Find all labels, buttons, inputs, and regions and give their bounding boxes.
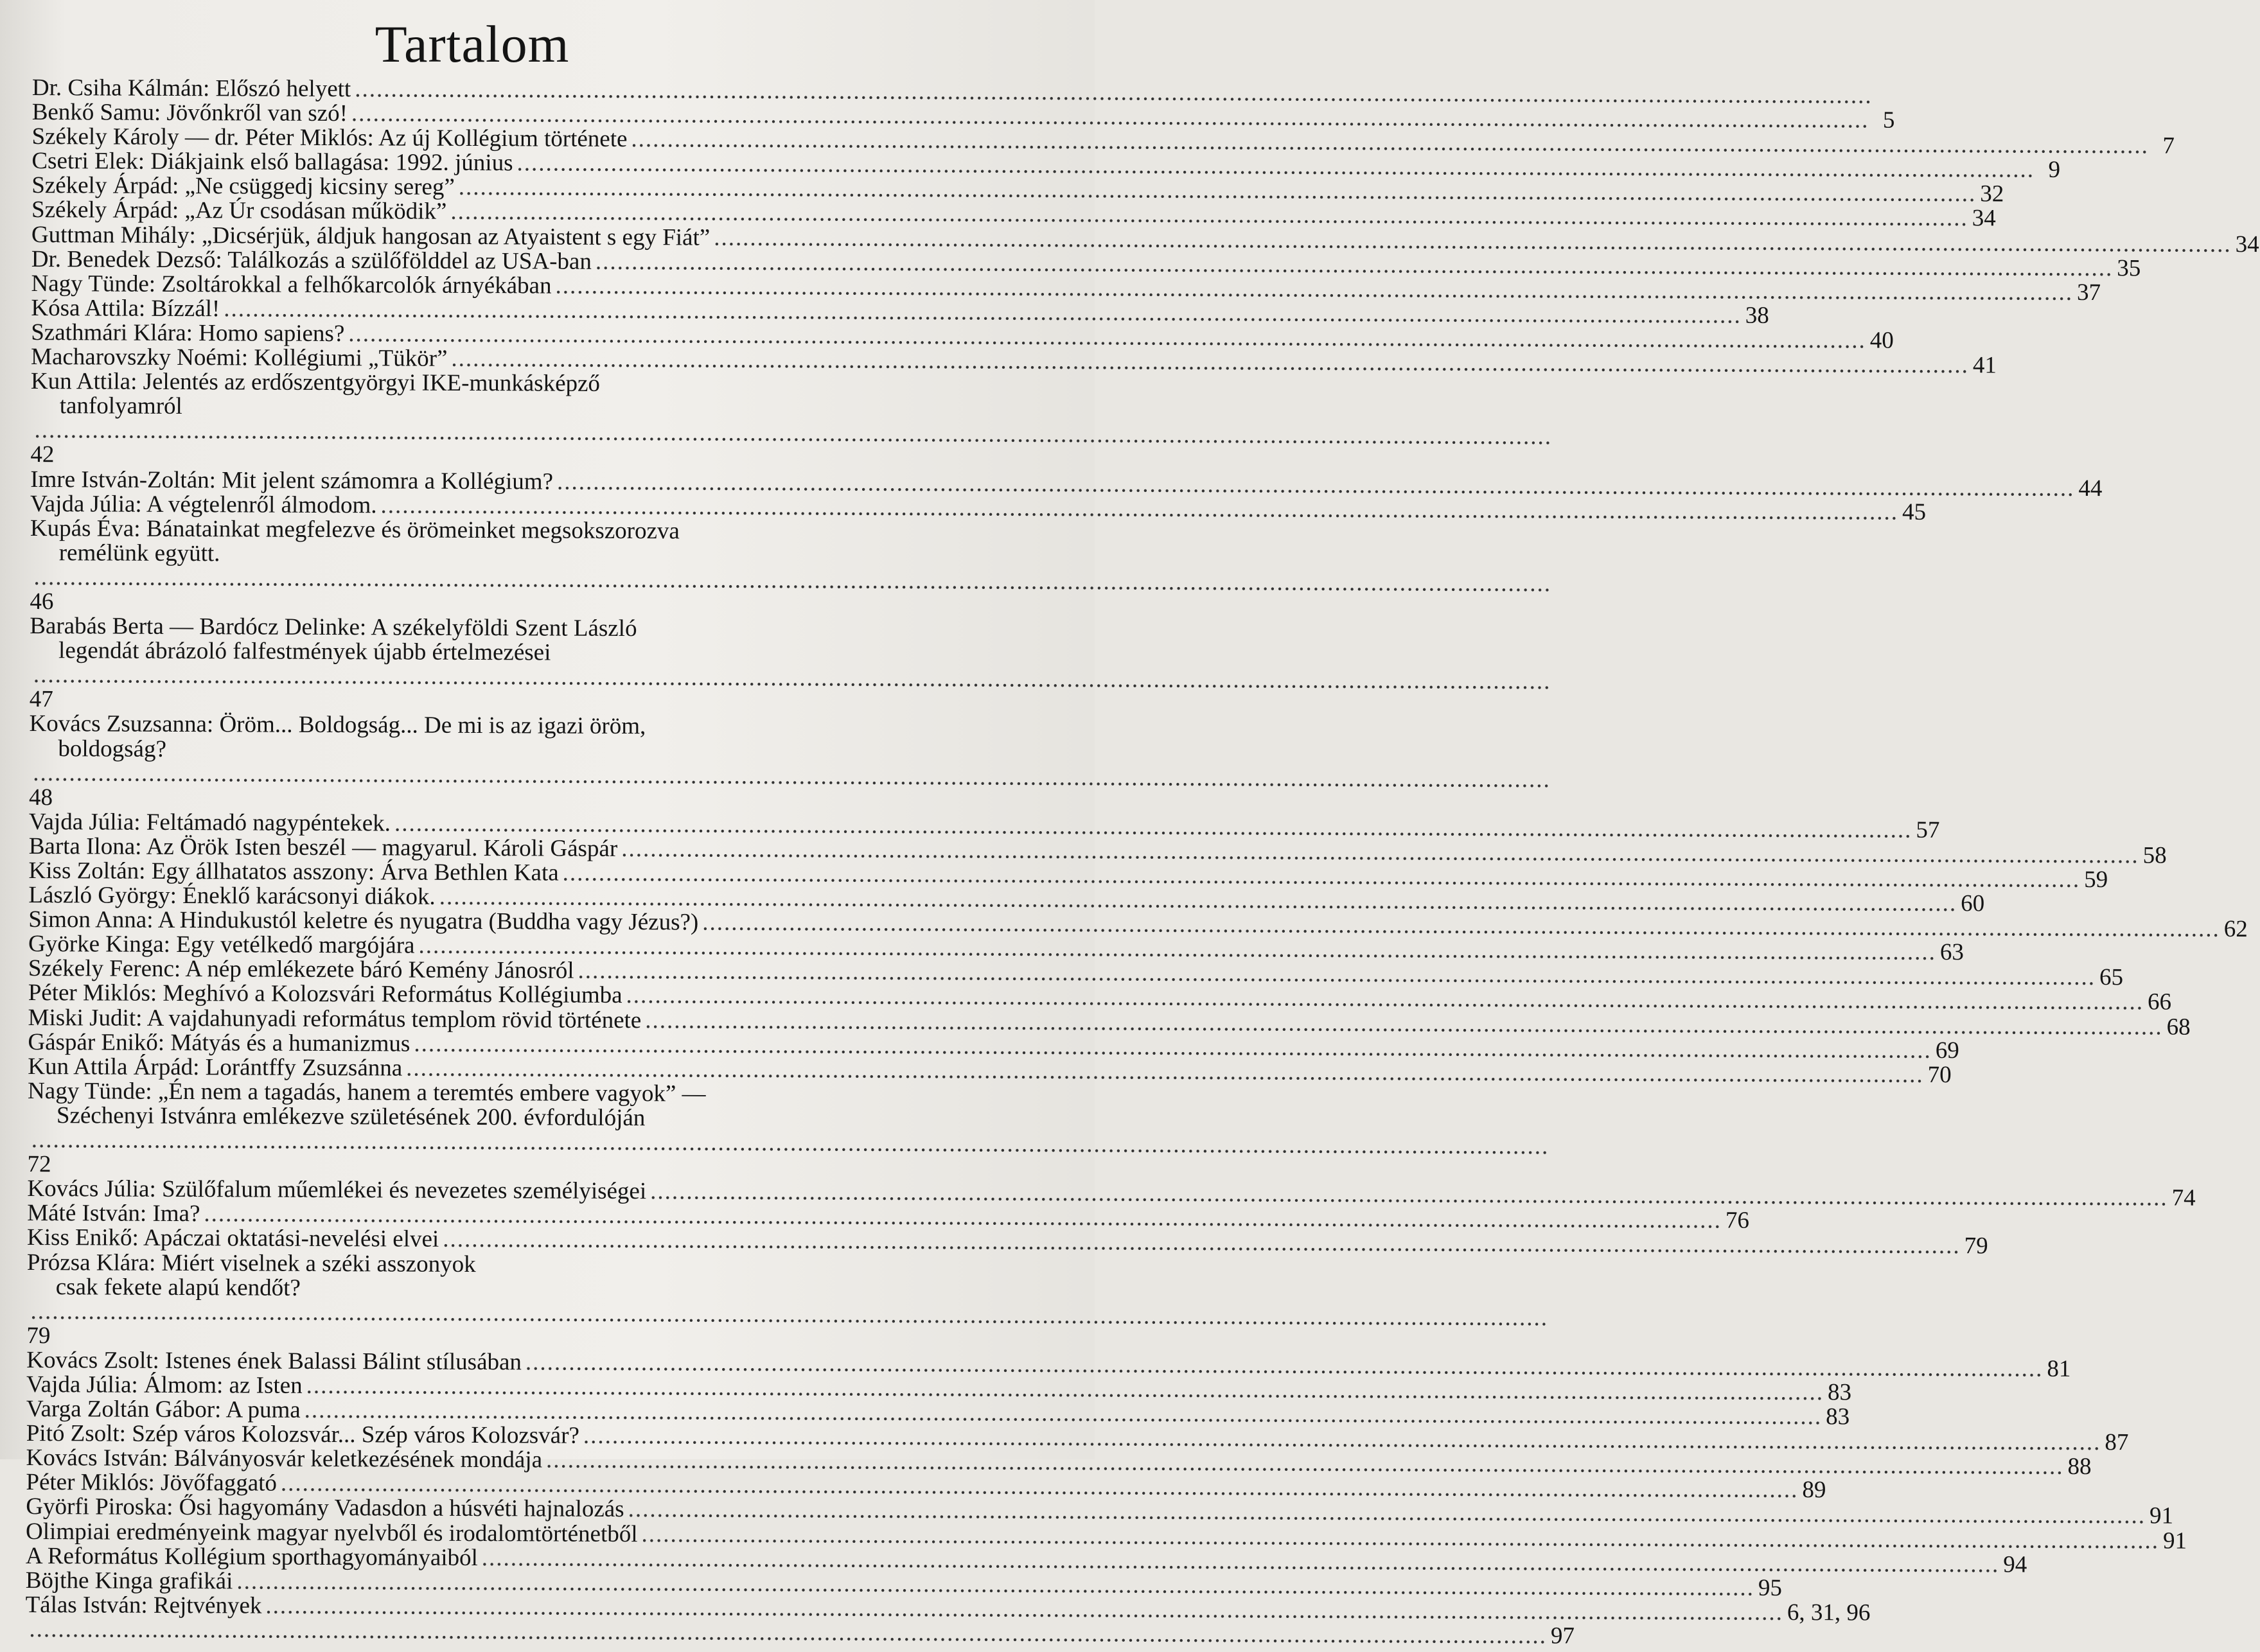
toc-entry-page: 5 [1873,109,1894,133]
toc-entry-page: 76 [1726,1209,1749,1233]
toc-entry-title-continued: remélünk együtt. [30,541,220,566]
toc-entry-page: 97 [1551,1624,1575,1648]
toc-entry-page: 65 [2099,965,2123,990]
toc-entry-title: Vajda Júlia: A végtelenről álmodom. [30,492,377,518]
toc-entry-page: 91 [2150,1504,2173,1529]
toc-entry-title: Varga Zoltán Gábor: A puma [26,1397,301,1423]
toc-entry-page: 91 [2163,1529,2187,1553]
toc-entry-title: Dr. Csiha Kálmán: Előszó helyett [32,76,351,101]
toc-entry-page: 38 [1745,303,1769,328]
dot-leader [33,663,1551,694]
toc-entry-page: 9 [2038,158,2060,182]
toc-entry-page: 89 [1802,1478,1826,1502]
toc-entry-page: 44 [2078,476,2102,500]
toc-entry-title: Böjthe Kinga grafikái [26,1569,233,1594]
toc-entry-title: Máté István: Ima? [27,1201,200,1226]
toc-entry-page: 81 [2047,1357,2070,1382]
toc-entry-title: Simon Anna: A Hindukustól keletre és nyugatra (Buddha vagy Jézus?) [28,908,698,935]
toc-entry-page: 42 [30,443,54,467]
toc-entry-page: 88 [2067,1455,2091,1479]
toc-entry-page: 63 [1940,940,1964,965]
toc-entry-title-continued: legendát ábrázoló falfestmények újabb értelmezései [30,638,551,665]
toc-entry-title: Guttman Mihály: „Dicsérjük, áldjuk hangosan az Atyaistent s egy Fiát” [31,223,710,250]
toc-entry-title: Benkő Samu: Jövőnkről van szó! [32,100,348,126]
toc-entry-page: 79 [1964,1235,1988,1259]
toc-entry-title: Szathmári Klára: Homo sapiens? [31,321,344,346]
dot-leader [35,418,1553,449]
toc-entry-page: 34 [1972,207,1996,231]
toc-entry-title: Kupás Éva: Bánatainkat megfelezve és örömeinket megsokszorozva [30,516,949,545]
toc-entry-title: Györfi Piroska: Ősi hagyomány Vadasdon a húsvéti hajnalozás [26,1495,624,1522]
toc-entry-page: 66 [2148,990,2171,1015]
toc-entry-title: Nagy Tünde: „Én nem a tagadás, hanem a teremtés embere vagyok” — [28,1079,946,1107]
toc-entry [26,1250,946,1352]
toc-entry-title: Kiss Zoltán: Egy állhatatos asszony: Árva Bethlen Kata [29,859,559,886]
toc-entry [29,712,948,814]
dot-leader [31,1128,1549,1159]
toc-entry-page: 7 [2153,134,2175,159]
toc-entry [30,614,949,716]
toc-entry-title: Gáspár Enikő: Mátyás és a humanizmus [28,1030,410,1057]
dot-leader [31,1299,1549,1330]
toc-entry-title: Csetri Elek: Diákjaink első ballagása: 1992. június [31,149,513,175]
toc-entry-title: László György: Éneklő karácsonyi diákok. [28,883,435,909]
toc-entry-title: Macharovszky Noémi: Kollégiumi „Tükör” [31,345,448,371]
toc-entry-title: Prózsa Klára: Miért viselnek a széki asszonyok [27,1250,946,1278]
toc-entry-title: Székely Árpád: „Az Úr csodásan működik” [31,198,446,224]
toc-entry-page: 72 [28,1152,51,1177]
toc-entry-page: 48 [29,786,53,810]
toc-entry-page: 74 [2172,1186,2196,1211]
toc-entry-page: 68 [2167,1015,2191,1039]
toc-entry-page: 41 [1973,353,1997,378]
toc-entry-title: Imre István-Zoltán: Mit jelent számomra a Kollégium? [30,467,553,494]
toc-entry-title: Kun Attila Árpád: Lorántffy Zsuzsánna [28,1055,402,1081]
toc-entry-title-continued: Széchenyi Istvánra emlékezve születésének 200. évfordulóján [28,1103,646,1130]
toc-entry-page: 40 [1870,328,1894,353]
toc-entry-title: Székely Károly — dr. Péter Miklós: Az új Kollégium története [32,125,628,152]
page [0,0,1095,1459]
toc-entry-title-continued: boldogság? [29,737,166,762]
toc-entry-title: Vajda Júlia: Feltámadó nagypéntekek. [29,810,391,836]
toc-entry-page: 6, 31, 96 [1787,1601,1871,1626]
toc-entry-page: 69 [1936,1039,1959,1063]
toc-entry-title: Kósa Attila: Bízzál! [31,296,220,321]
toc-entry-page: 32 [1980,182,2004,207]
page-title: Tartalom [0,14,944,75]
toc-entry-title: Péter Miklós: Jövőfaggató [26,1470,277,1496]
toc-entry-title: Györke Kinga: Egy vetélkedő margójára [28,932,415,958]
toc-entry-title: Kovács István: Bálványosvár keletkezésének mondája [26,1446,543,1473]
dot-leader [33,761,1551,792]
toc-entry-title: Pitó Zsolt: Szép város Kolozsvár... Szép város Kolozsvár? [26,1421,579,1448]
toc-entry-title-continued: tanfolyamról [31,394,182,419]
toc-entry-page: 57 [1916,818,1939,843]
toc-entry-title: Kun Attila: Jelentés az erdőszentgyörgyi IKE-munkásképző [31,369,949,398]
toc-entry-title: Péter Miklós: Meghívó a Kolozsvári Református Kollégiumba [28,981,622,1008]
toc-entry-page: 70 [1928,1063,1952,1087]
toc-entry-title: Miski Judit: A vajdahunyadi református templom rövid története [28,1006,642,1033]
toc-entry [30,369,949,471]
toc-entry-page: 62 [2224,917,2248,942]
toc-entry-page: 59 [2084,868,2108,892]
toc-entry-page: 79 [26,1324,50,1348]
toc-entry-title: Kovács Zsolt: Istenes ének Balassi Bálint stílusában [26,1348,522,1375]
toc-entry-title: Dr. Benedek Dezső: Találkozás a szülőfölddel az USA-ban [31,247,592,274]
toc-entry-title: Székely Ferenc: A nép emlékezete báró Kemény Jánosról [28,956,574,983]
toc-entry-title: Vajda Júlia: Álmom: az Isten [26,1373,303,1398]
toc-entry-title: Nagy Tünde: Zsoltárokkal a felhőkarcolók árnyékában [31,272,552,299]
dot-leader [34,565,1552,596]
toc-entry-page: 34 [2236,233,2259,257]
toc-entry-title: A Református Kollégium sporthagyományaiból [26,1544,478,1570]
toc-entry-page: 46 [30,590,53,614]
toc-entry [30,516,949,619]
toc-entry-title: Barabás Berta — Bardócz Delinke: A székelyföldi Szent László [30,614,948,642]
toc-entry-page: 37 [2077,281,2101,305]
toc-entry-page: 35 [2117,256,2141,281]
table-of-contents [25,76,951,1646]
dot-leader [29,1617,1547,1648]
toc-entry-title: Székely Árpád: „Ne csüggedj kicsiny sereg” [31,173,455,200]
toc-entry-title-continued: csak fekete alapú kendőt? [27,1275,301,1301]
toc-entry-page: 95 [1758,1576,1782,1600]
toc-entry-page: 45 [1902,500,1926,524]
toc-entry-title: Olimpiai eredményeink magyar nyelvből és irodalomtörténetből [26,1520,638,1547]
toc-entry [28,1079,947,1181]
toc-entry-page: 83 [1826,1405,1849,1429]
toc-entry-page: 94 [2003,1552,2027,1577]
toc-entry-page: 47 [30,687,53,712]
toc-entry-title: Barta Ilona: Az Örök Isten beszél — magyarul. Károli Gáspár [29,834,618,861]
toc-entry [25,1617,944,1646]
toc-entry-page: 87 [2105,1430,2128,1455]
toc-entry-title: Kovács Zsuzsanna: Öröm... Boldogság... De mi is az igazi öröm, [30,712,948,740]
toc-entry-page: 58 [2143,843,2167,868]
toc-entry-title: Kiss Enikő: Apáczai oktatási-nevelési elvei [27,1226,439,1252]
toc-entry-title: Kovács Júlia: Szülőfalum műemlékei és nevezetes személyiségei [27,1177,646,1204]
toc-entry-page: 83 [1828,1380,1851,1405]
toc-entry-page: 60 [1961,892,1984,916]
toc-entry-title: Tálas István: Rejtvények [26,1593,262,1619]
